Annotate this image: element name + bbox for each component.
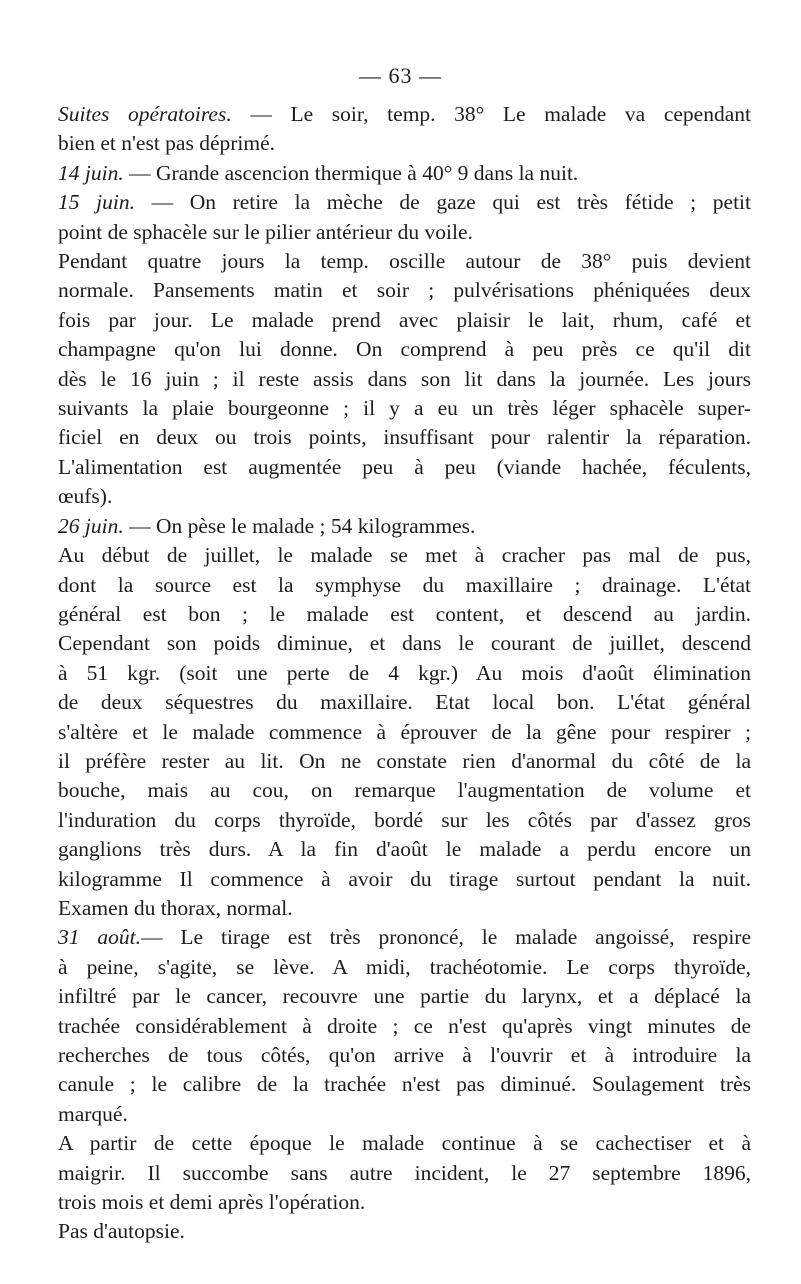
text-line: normale. Pansements matin et soir ; pulvérisations phéniquées deux [58, 278, 751, 303]
italic-lead: 14 juin. [58, 160, 124, 185]
text-span: — Grande ascencion thermique à 40° 9 dans la nuit. [123, 160, 579, 185]
text-span: — On retire la mèche de gaze qui est très fétide ; petit [134, 190, 751, 215]
text-line: canule ; le calibre de la trachée n'est pas diminué. Soulagement très [58, 1072, 751, 1097]
text-line: Pas d'autopsie. [58, 1219, 185, 1244]
text-line: l'induration du corps thyroïde, bordé sur les côtés par d'assez gros [58, 807, 751, 832]
text-line: ganglions très durs. A la fin d'août le malade a perdu encore un [58, 837, 751, 862]
paragraph-suites-operatoires [58, 100, 751, 159]
paragraph-14-juin [58, 159, 751, 188]
text-line: suivants la plaie bourgeonne ; il y a eu un très léger sphacèle super- [58, 396, 751, 421]
text-line: à 51 kgr. (soit une perte de 4 kgr.) Au mois d'août élimination [58, 660, 751, 685]
italic-lead: 15 juin. [58, 190, 135, 215]
text-line: Au début de juillet, le malade se met à cracher pas mal de pus, [58, 543, 751, 568]
paragraph-31-aout [58, 923, 751, 1129]
text-line: champagne qu'on lui donne. On comprend à peu près ce qu'il dit [58, 337, 751, 362]
text-line: infiltré par le cancer, recouvre une partie du larynx, et a déplacé la [58, 984, 751, 1009]
text-line [58, 512, 751, 541]
text-span: — Le tirage est très prononcé, le malade angoissé, respire [141, 925, 751, 950]
text-line: marqué. [58, 1101, 128, 1126]
text-line: kilogramme Il commence à avoir du tirage surtout pendant la nuit. [58, 866, 751, 891]
text-line: trachée considérablement à droite ; ce n'est qu'après vingt minutes de [58, 1013, 751, 1038]
text-line: maigrir. Il succombe sans autre incident, le 27 septembre 1896, [58, 1160, 751, 1185]
text-line: Examen du thorax, normal. [58, 895, 293, 920]
paragraph-15-juin [58, 188, 751, 247]
text-line [58, 100, 751, 129]
text-span: — On pèse le malade ; 54 kilogrammes. [123, 513, 476, 538]
italic-lead: Suites opératoires. [58, 102, 232, 126]
text-line: trois mois et demi après l'opération. [58, 1190, 366, 1215]
body-text [58, 100, 751, 1247]
text-line: dont la source est la symphyse du maxillaire ; drainage. L'état [58, 572, 751, 597]
paragraph-26-juin [58, 512, 751, 541]
text-line: œufs). [58, 484, 113, 509]
paragraph-pendant-quatre-jours [58, 247, 751, 512]
text-line: A partir de cette époque le malade continue à se cachectiser et à [58, 1131, 751, 1156]
text-line: il préfère rester au lit. On ne constate rien d'anormal du côté de la [58, 748, 751, 773]
text-line: Pendant quatre jours la temp. oscille autour de 38° puis devient [58, 249, 751, 274]
text-line: L'alimentation est augmentée peu à peu (viande hachée, féculents, [58, 454, 751, 479]
text-line: recherches de tous côtés, qu'on arrive à l'ouvrir et à introduire la [58, 1043, 751, 1067]
text-line [58, 159, 751, 188]
text-line: point de sphacèle sur le pilier antérieur du voile. [58, 219, 473, 244]
text-line: général est bon ; le malade est content, et descend au jardin. [58, 601, 751, 626]
italic-lead: 31 août. [58, 925, 141, 950]
text-line: s'altère et le malade commence à éprouver de la gêne pour respirer ; [58, 719, 751, 744]
page-number: — 63 — [359, 63, 442, 88]
text-line: fois par jour. Le malade prend avec plaisir le lait, rhum, café et [58, 307, 751, 332]
text-line: ficiel en deux ou trois points, insuffisant pour ralentir la réparation. [58, 425, 751, 450]
text-line: de deux séquestres du maxillaire. Etat local bon. L'état général [58, 690, 751, 715]
text-line: à peine, s'agite, se lève. A midi, trachéotomie. Le corps thyroïde, [58, 954, 751, 979]
text-line [58, 188, 751, 217]
text-line: dès le 16 juin ; il reste assis dans son lit dans la journée. Les jours [58, 366, 751, 391]
text-line [58, 923, 751, 952]
text-line: bouche, mais au cou, on remarque l'augmentation de volume et [58, 778, 751, 803]
italic-lead: 26 juin. [58, 513, 124, 538]
text-line: bien et n'est pas déprimé. [58, 131, 276, 156]
text-span: — Le soir, temp. 38° Le malade va cependant [231, 102, 751, 126]
paragraph-debut-juillet [58, 541, 751, 923]
paragraph-a-partir [58, 1129, 751, 1247]
text-line: Cependant son poids diminue, et dans le courant de juillet, descend [58, 631, 751, 656]
